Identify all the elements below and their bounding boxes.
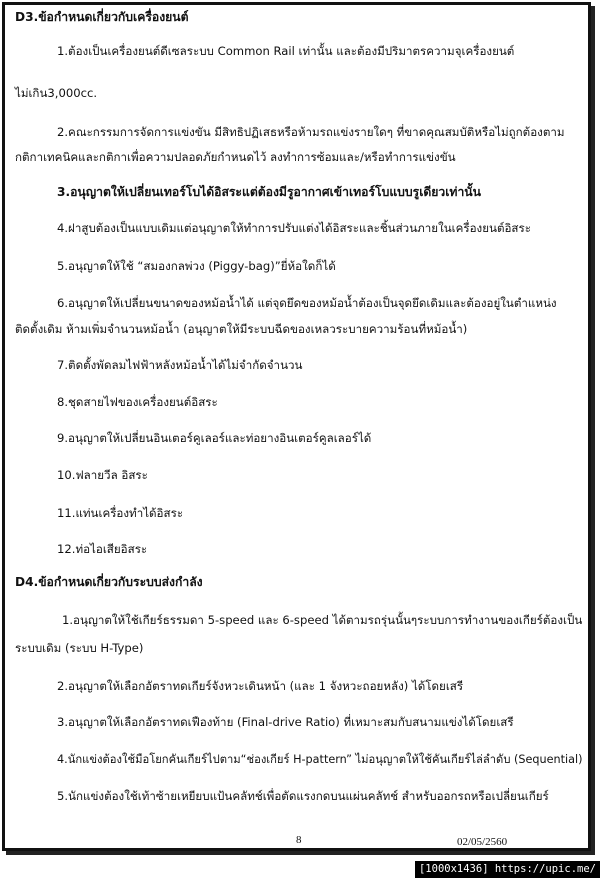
d3-item-6-line-1: 6.อนุญาตให้เปลี่ยนขนาดของหม้อน้ำได้ แต่จุดยึดของหม้อน้ำต้องเป็นจุดยึดเดิมและต้องอยู่ในตำแหน่ง — [57, 296, 557, 310]
section-heading-d4: D4.ข้อกำหนดเกี่ยวกับระบบส่งกำลัง — [15, 575, 203, 589]
d3-item-2-line-2: กติกาเทคนิคและกติกาเพื่อความปลอดภัยกำหนดไว้ ลงทำการซ้อมและ/หรือทำการแข่งขัน — [15, 150, 456, 164]
d3-item-1-line-1: 1.ต้องเป็นเครื่องยนต์ดีเซลระบบ Common Rail เท่านั้น และต้องมีปริมาตรความจุเครื่องยนต์ — [57, 44, 515, 58]
d3-item-1-line-2: ไม่เกิน3,000cc. — [15, 86, 98, 100]
d3-item-5: 5.อนุญาตให้ใช้ “สมองกลพ่วง (Piggy-bag)”ยี่ห้อใดก็ได้ — [57, 259, 336, 273]
page-border-shadow-bottom — [6, 851, 595, 855]
d3-item-11: 11.แท่นเครื่องทำได้อิสระ — [57, 506, 184, 520]
page-border-shadow-right — [591, 6, 595, 855]
d3-item-2-line-1: 2.คณะกรรมการจัดการแข่งขัน มีสิทธิปฏิเสธหรือห้ามรถแข่งรายใดๆ ที่ขาดคุณสมบัติหรือไม่ถูกต้องตาม — [57, 125, 565, 139]
d3-item-3: 3.อนุญาตให้เปลี่ยนเทอร์โบได้อิสระแต่ต้องมีรูอากาศเข้าเทอร์โบแบบรูเดียวเท่านั้น — [57, 185, 481, 199]
page-number: 8 — [296, 834, 302, 846]
d3-item-8: 8.ชุดสายไฟของเครื่องยนต์อิสระ — [57, 395, 218, 409]
d3-item-10: 10.ฟลายวีล อิสระ — [57, 468, 148, 482]
footer-date: 02/05/2560 — [457, 836, 508, 848]
d3-item-9: 9.อนุญาตให้เปลี่ยนอินเตอร์คูเลอร์และท่อยางอินเตอร์คูลเลอร์ได้ — [57, 431, 372, 445]
d3-item-4: 4.ฝาสูบต้องเป็นแบบเดิมแต่อนุญาตให้ทำการปรับแต่งได้อิสระและชิ้นส่วนภายในเครื่องยนต์อิสระ — [57, 221, 531, 235]
d3-item-7: 7.ติดตั้งพัดลมไฟฟ้าหลังหม้อน้ำได้ไม่จำกัดจำนวน — [57, 358, 303, 372]
d4-item-3: 3.อนุญาตให้เลือกอัตราทดเฟืองท้าย (Final-drive Ratio) ที่เหมาะสมกับสนามแข่งได้โดยเสรี — [57, 715, 514, 729]
d4-item-5: 5.นักแข่งต้องใช้เท้าซ้ายเหยียบแป้นคลัทช์เพื่อตัดแรงกดบนแผ่นคลัทช์ สำหรับออกรถหรือเปลี่ยนเกียร์ — [57, 789, 549, 803]
d4-item-1-line-2: ระบบเดิม (ระบบ H-Type) — [15, 641, 144, 655]
d3-item-12: 12.ท่อไอเสียอิสระ — [57, 542, 148, 556]
d4-item-1-line-1: 1.อนุญาตให้ใช้เกียร์ธรรมดา 5-speed และ 6-speed ได้ตามรถรุ่นนั้นๆระบบการทำงานของเกียร์ต้องเป็น — [62, 613, 583, 627]
d4-item-2: 2.อนุญาตให้เลือกอัตราทดเกียร์จังหวะเดินหน้า (และ 1 จังหวะถอยหลัง) ได้โดยเสรี — [57, 679, 464, 693]
d3-item-6-line-2: ติดตั้งเดิม ห้ามเพิ่มจำนวนหม้อน้ำ (อนุญาตให้มีระบบฉีดของเหลวระบายความร้อนที่หม้อน้ำ) — [15, 322, 468, 336]
section-heading-d3: D3.ข้อกำหนดเกี่ยวกับเครื่องยนต์ — [15, 10, 189, 24]
d4-item-4: 4.นักแข่งต้องใช้มือโยกคันเกียร์ไปตาม“ช่องเกียร์ H-pattern” ไม่อนุญาตให้ใช้คันเกียร์ไล่ลำดับ (Sequential) — [57, 752, 583, 766]
image-watermark: [1000x1436] https://upic.me/ — [415, 861, 600, 878]
